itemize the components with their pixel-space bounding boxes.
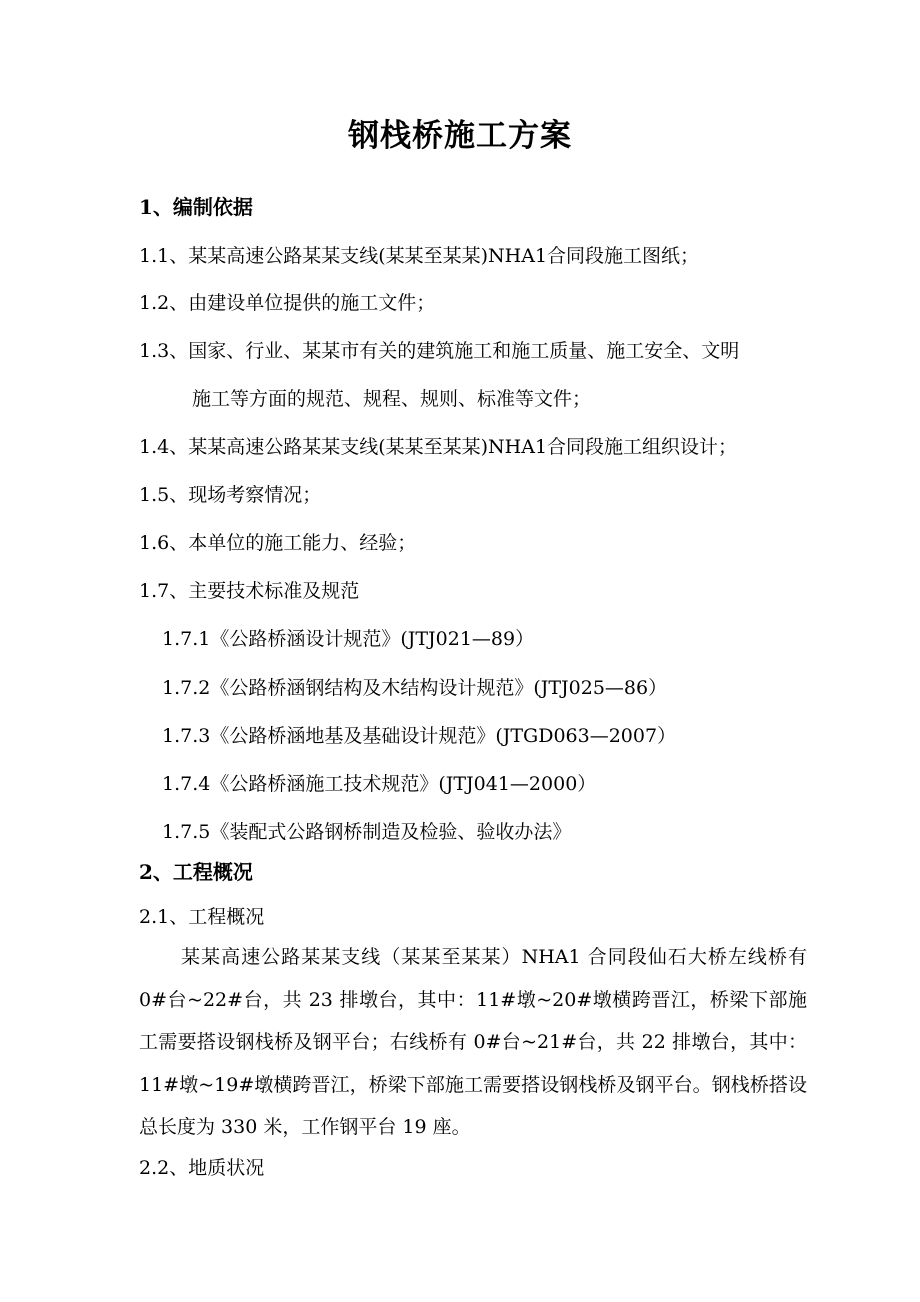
standard-item: 1.7.2《公路桥涵钢结构及木结构设计规范》(JTJ025—86） bbox=[162, 677, 668, 699]
paragraph-text: 某某高速公路某某支线（某某至某某）NHA1 合同段仙石大桥左线桥有 0#台~22#台，共 23 排墩台，其中：11#墩~20#墩横跨晋江，桥梁下部施工需要搭设钢栈桥及钢平台；右线桥有 0#台~21#台，共 22 排墩台，其中：11#墩~19#墩横跨晋江，桥梁下部施工需要搭设钢栈桥及钢平台。钢栈桥搭设总长度为 330 米，工作钢平台 19 座。 bbox=[139, 946, 807, 1138]
section-heading: 1、编制依据 bbox=[139, 195, 253, 219]
subsection-heading: 2.1、工程概况 bbox=[139, 906, 265, 928]
list-item: 1.7、主要技术标准及规范 bbox=[139, 580, 360, 602]
standard-item: 1.7.3《公路桥涵地基及基础设计规范》(JTGD063—2007） bbox=[162, 725, 677, 747]
standard-item: 1.7.1《公路桥涵设计规范》(JTJ021—89） bbox=[162, 628, 535, 650]
list-item: 1.4、某某高速公路某某支线(某某至某某)NHA1合同段施工组织设计； bbox=[139, 436, 738, 458]
list-item-continuation: 施工等方面的规范、规程、规则、标准等文件； bbox=[192, 388, 592, 410]
section-heading: 2、工程概况 bbox=[139, 860, 253, 884]
subsection-heading: 2.2、地质状况 bbox=[139, 1157, 265, 1179]
list-item: 1.2、由建设单位提供的施工文件； bbox=[139, 292, 436, 314]
standard-item: 1.7.5《装配式公路钢桥制造及检验、验收办法》 bbox=[162, 821, 572, 843]
standard-item: 1.7.4《公路桥涵施工技术规范》(JTJ041—2000） bbox=[162, 773, 597, 795]
overview-paragraph bbox=[139, 936, 807, 1149]
list-item: 1.1、某某高速公路某某支线(某某至某某)NHA1合同段施工图纸； bbox=[139, 245, 700, 267]
list-item: 1.5、现场考察情况； bbox=[139, 484, 322, 506]
list-item: 1.6、本单位的施工能力、经验； bbox=[139, 532, 417, 554]
list-item: 1.3、国家、行业、某某市有关的建筑施工和施工质量、施工安全、文明 bbox=[139, 340, 740, 362]
document-title: 钢栈桥施工方案 bbox=[348, 118, 572, 154]
